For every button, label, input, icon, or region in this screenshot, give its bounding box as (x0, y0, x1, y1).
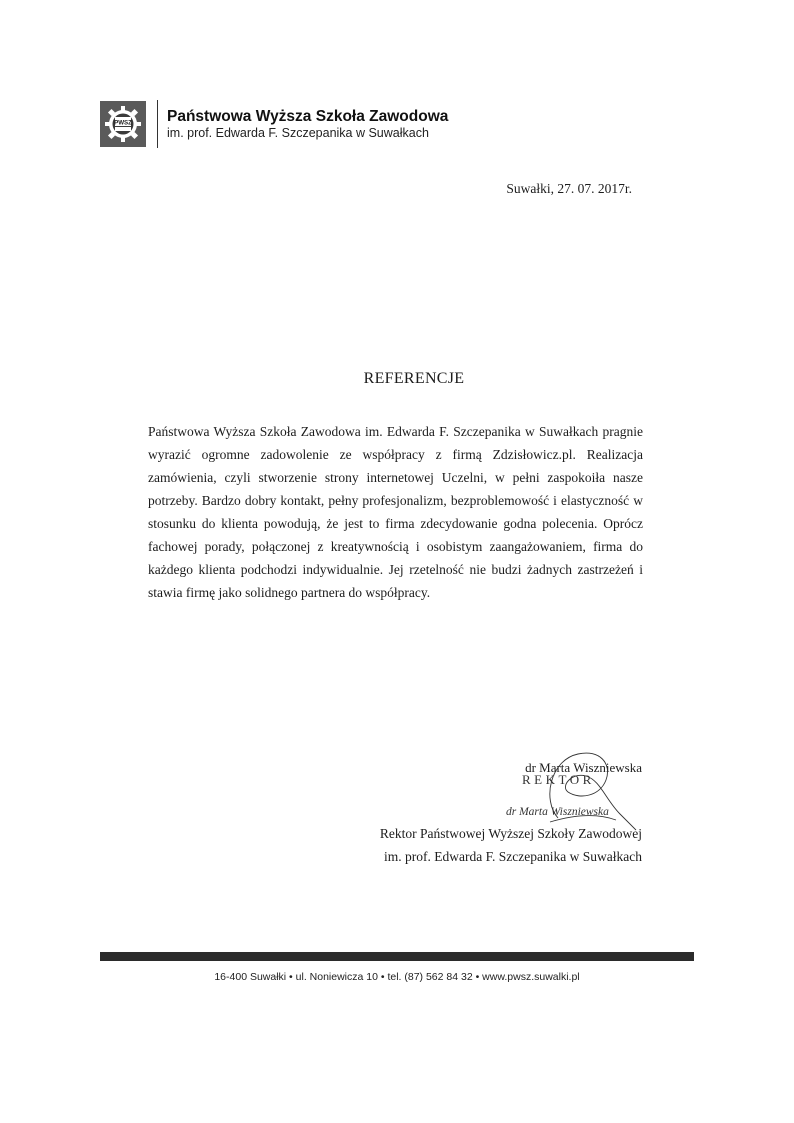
signatory-name: dr Marta Wiszniewska (525, 760, 642, 775)
logo-text: PWSZ (114, 119, 132, 127)
stamp-title: REKTOR (522, 772, 595, 787)
institution-subtitle: im. prof. Edwarda F. Szczepanika w Suwałkach (167, 126, 429, 140)
stamp-name: dr Marta Wiszniewska (506, 806, 609, 818)
handwritten-signature (520, 740, 640, 835)
logo-divider (157, 100, 158, 148)
footer-contact: 16-400 Suwałki • ul. Noniewicza 10 • tel. (87) 562 84 32 • www.pwsz.suwalki.pl (214, 971, 580, 983)
letter-date: Suwałki, 27. 07. 2017r. (506, 181, 632, 196)
pwsz-logo (100, 101, 146, 147)
signatory-title-line2: im. prof. Edwarda F. Szczepanika w Suwałkach (384, 849, 642, 864)
document-title: REFERENCJE (363, 370, 465, 387)
signatory-title-line1: Rektor Państwowej Wyższej Szkoły Zawodowej (379, 826, 642, 841)
institution-name: Państwowa Wyższa Szkoła Zawodowa (167, 108, 449, 125)
body-paragraph: Państwowa Wyższa Szkoła Zawodowa im. Edwarda F. Szczepanika w Suwałkach pragnie wyrazić ogromne zadowolenie ze współpracy z firmą Zdzisłowicz.pl. Realizacja zamówienia, czyli stworzenie strony internetowej Uczelni, w pełni zaspokoiła nasze potrzeby. Bardzo dobry kontakt, pełny profesjonalizm, bezproblemowość i elastyczność w stosunku do klienta powodują, że jest to firma zdecydowanie godna polecenia. Oprócz fachowej porady, połączonej z kreatywnością i osobistym zaangażowaniem, firma do każdego klienta podchodzi indywidualnie. Jej rzetelność nie budzi żadnych zastrzeżeń i stawia firmę jako solidnego partnera do współpracy. (148, 424, 643, 600)
footer-bar (100, 952, 694, 961)
